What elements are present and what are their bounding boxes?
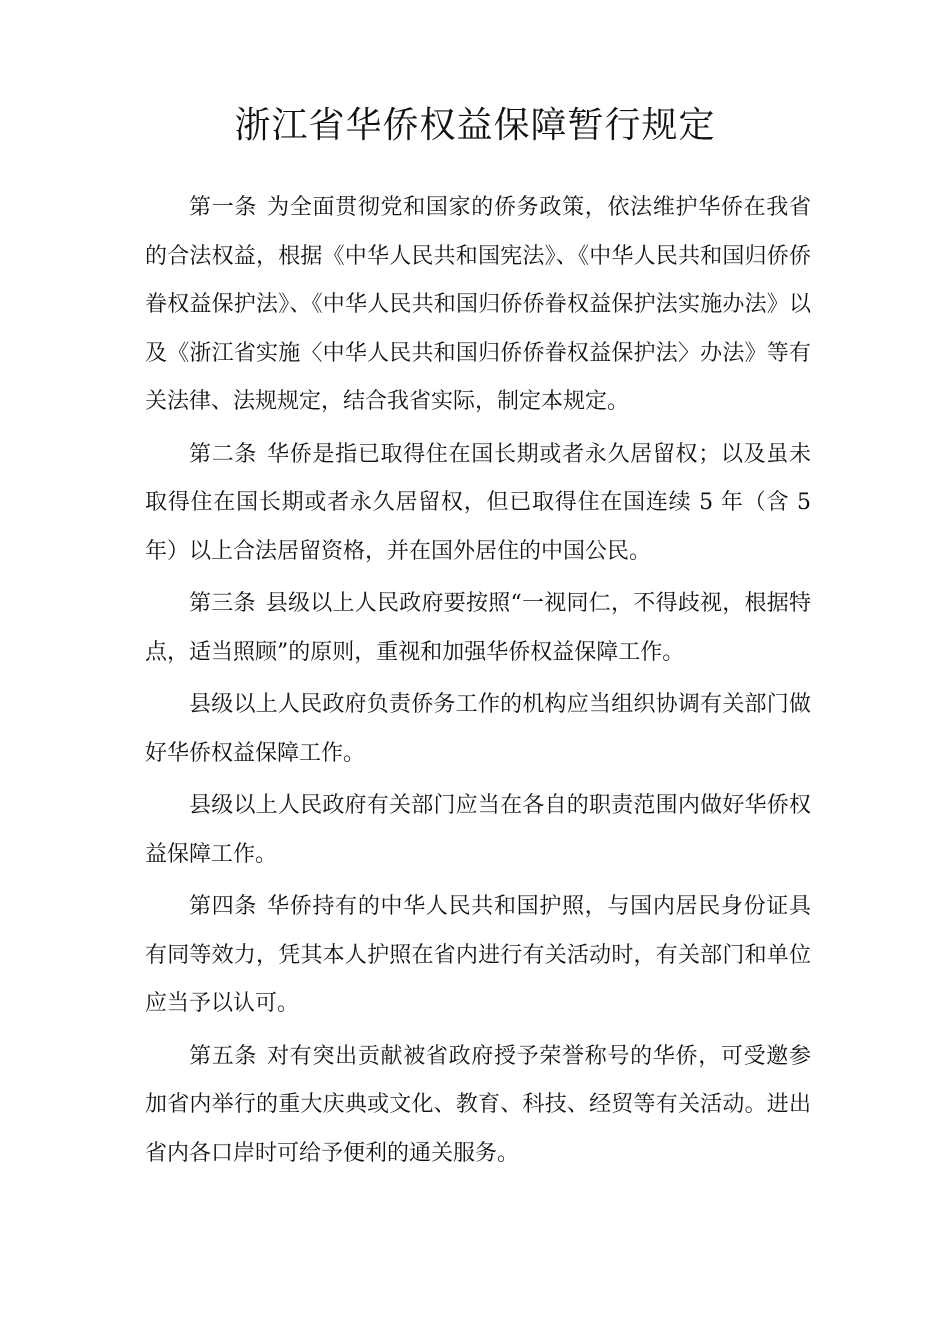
document-title: 浙江省华侨权益保障暂行规定 [234, 105, 716, 146]
paragraph-article-3 [145, 580, 811, 677]
paragraph-article-1 [145, 184, 811, 427]
paragraph-article-2 [145, 431, 811, 577]
paragraph-article-4 [145, 883, 811, 1029]
paragraph-article-3-clause-3 [145, 782, 811, 879]
paragraph-article-5 [145, 1033, 811, 1179]
paragraph-article-3-clause-2 [145, 681, 811, 778]
article-text: 为全面贯彻党和国家的侨务政策，依法维护华侨在我省的合法权益，根据《中华人民共和国宪法》、《中华人民共和国归侨侨眷权益保护法》、《中华人民共和国归侨侨眷权益保护法实施办法》以及《浙江省实施〈中华人民共和国归侨侨眷权益保护法〉办法》等有关法律、法规规定，结合我省实际，制定本规定。 [145, 195, 811, 414]
document-body [145, 184, 811, 1182]
article-text: 县级以上人民政府有关部门应当在各自的职责范围内做好华侨权益保障工作。 [145, 793, 811, 867]
article-text: 县级以上人民政府要按照“一视同仁，不得歧视，根据特点，适当照顾”的原则，重视和加强华侨权益保障工作。 [145, 591, 811, 665]
article-text: 华侨持有的中华人民共和国护照，与国内居民身份证具有同等效力，凭其本人护照在省内进行有关活动时，有关部门和单位应当予以认可。 [145, 894, 811, 1016]
article-text: 县级以上人民政府负责侨务工作的机构应当组织协调有关部门做好华侨权益保障工作。 [145, 692, 811, 766]
article-text: 对有突出贡献被省政府授予荣誉称号的华侨，可受邀参加省内举行的重大庆典或文化、教育、科技、经贸等有关活动。进出省内各口岸时可给予便利的通关服务。 [145, 1043, 811, 1166]
article-number: 第二条 [189, 441, 258, 467]
article-number: 第一条 [189, 195, 258, 220]
article-number: 第四条 [189, 894, 258, 919]
article-number: 第五条 [189, 1043, 258, 1069]
article-number: 第三条 [189, 591, 256, 616]
article-text: 华侨是指已取得住在国长期或者永久居留权；以及虽未取得住在国长期或者永久居留权，但已取得住在国连续 5 年（含 5 年）以上合法居留资格，并在国外居住的中国公民。 [145, 441, 811, 564]
